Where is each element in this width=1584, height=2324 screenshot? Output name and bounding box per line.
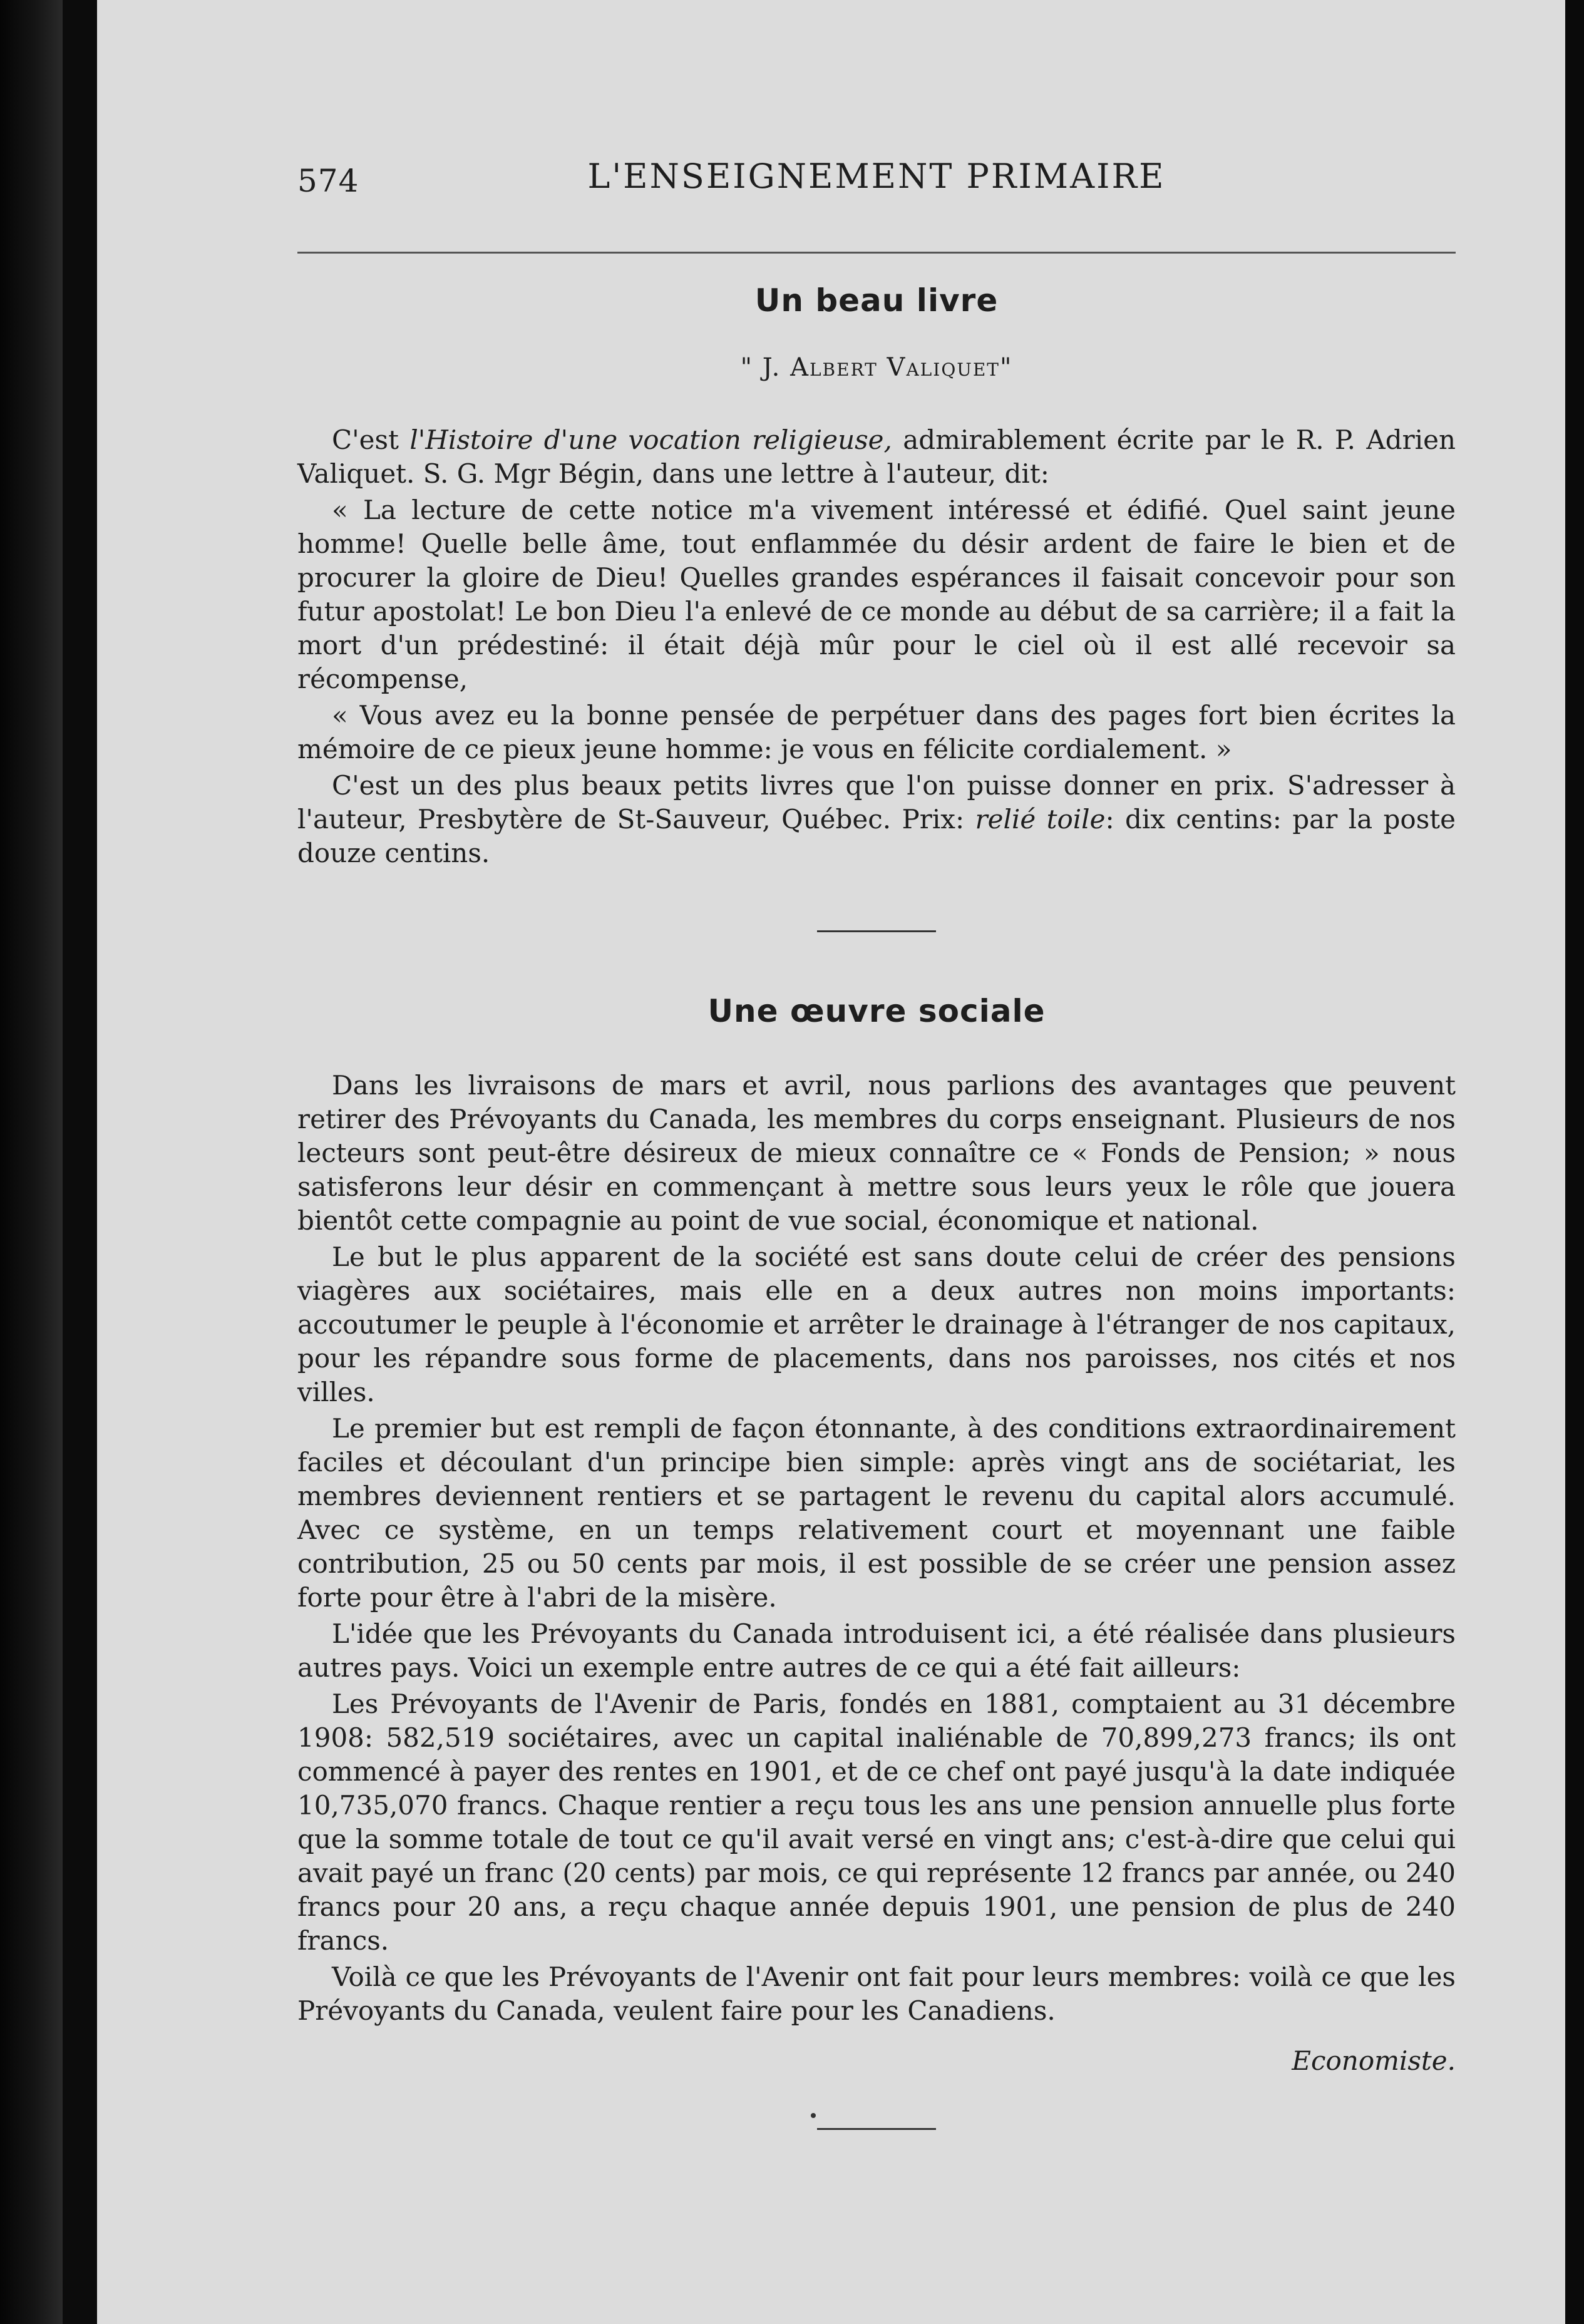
byline-open: " J. bbox=[740, 353, 791, 382]
page bbox=[97, 0, 1565, 2324]
paragraph: Dans les livraisons de mars et avril, nous parlions des avantages que peuvent retirer des Prévoyants du Canada, les membres du corps enseignant. Plusieurs de nos lecteurs sont peut-être désireux de mieux connaître ce « Fonds de Pension; » nous satisferons leur désir en commençant à mettre sous leurs yeux le rôle que jouera bientôt cette compagnie au point de vue social, économique et national. bbox=[297, 1070, 1456, 1236]
paragraph bbox=[297, 769, 1456, 870]
article-byline bbox=[297, 351, 1456, 384]
quote-paragraph: « Vous avez eu la bonne pensée de perpétuer dans des pages fort bien écrites la mémoire de ce pieux jeune homme: je vous en félicite cordialement. » bbox=[297, 700, 1456, 764]
text-run: : dix centins: par la poste douze centins. bbox=[297, 804, 1456, 868]
article-signature: Economiste. bbox=[1292, 2045, 1456, 2076]
text-run: C'est bbox=[332, 424, 410, 455]
article-une-oeuvre-sociale bbox=[297, 992, 1456, 2078]
text-run: admirablement écrite par le R. P. Adrien Valiquet. S. G. Mgr Bégin, dans une lettre à l'auteur, dit: bbox=[297, 424, 1456, 489]
book-title: l'Histoire d'une vocation religieuse, bbox=[409, 424, 892, 455]
ink-dot bbox=[811, 2113, 816, 2118]
section-separator bbox=[817, 930, 936, 932]
article-un-beau-livre bbox=[297, 282, 1456, 870]
page-header bbox=[297, 157, 1456, 207]
scan-left-edge bbox=[0, 0, 63, 2324]
byline-name: Albert Valiquet bbox=[790, 353, 1000, 382]
header-rule bbox=[297, 252, 1456, 254]
byline-close: " bbox=[999, 353, 1013, 382]
quote-paragraph: « La lecture de cette notice m'a vivement intéressé et édifié. Quel saint jeune homme! Quelle belle âme, tout enflammée du désir ardent de faire le bien et de procurer la gloire de Dieu! Quelles grandes espérances il faisait concevoir pour son futur apostolat! Le bon Dieu l'a enlevé de ce monde au début de sa carrière; il a fait la mort d'un prédestiné: il était déjà mûr pour le ciel où il est allé recevoir sa récompense, bbox=[297, 495, 1456, 694]
section-separator bbox=[817, 2128, 936, 2130]
paragraph: Le premier but est rempli de façon étonnante, à des conditions extraordinairement faciles et découlant d'un principe bien simple: après vingt ans de sociétariat, les membres deviennent rentiers et se partagent le revenu du capital alors accumulé. Avec ce système, en un temps relativement court et moyennant une faible contribution, 25 ou 50 cents par mois, il est possible de se créer une pension assez forte pour être à l'abri de la misère. bbox=[297, 1413, 1456, 1613]
text-run: C'est un des plus beaux petits livres que l'on puisse donner en prix. S'adresser à l'auteur, Presbytère de St-Sauveur, Québec. Prix: bbox=[297, 770, 1456, 835]
paragraph: Les Prévoyants de l'Avenir de Paris, fondés en 1881, comptaient au 31 décembre 1908: 582,519 sociétaires, avec un capital inaliénable de 70,899,273 francs; ils ont commencé à payer des rentes en 1901, et de ce chef ont payé jusqu'à la date indiquée 10,735,070 francs. Chaque rentier a reçu tous les ans une pension annuelle plus forte que la somme totale de tout ce qu'il avait versé en vingt ans; c'est-à-dire que celui qui avait payé un franc (20 cents) par mois, ce qui représente 12 francs par année, ou 240 francs pour 20 ans, a reçu chaque année depuis 1901, une pension de plus de 240 francs. bbox=[297, 1689, 1456, 1956]
page-content bbox=[297, 282, 1456, 2190]
article-title: Une œuvre sociale bbox=[707, 993, 1046, 1029]
paragraph: L'idée que les Prévoyants du Canada introduisent ici, a été réalisée dans plusieurs autres pays. Voici un exemple entre autres de ce qui a été fait ailleurs: bbox=[297, 1618, 1456, 1683]
scan-right-edge bbox=[1565, 0, 1584, 2324]
paragraph bbox=[297, 423, 1456, 491]
paragraph: Voilà ce que les Prévoyants de l'Avenir ont fait pour leurs membres: voilà ce que les Prévoyants du Canada, veulent faire pour les Canadiens. bbox=[297, 1962, 1456, 2026]
page-number: 574 bbox=[297, 163, 359, 199]
paragraph: Le but le plus apparent de la société est sans doute celui de créer des pensions viagères aux sociétaires, mais elle en a deux autres non moins importants: accoutumer le peuple à l'économie et arrêter le drainage à l'étranger de nos capitaux, pour les répandre sous forme de placements, dans nos paroisses, nos cités et nos villes. bbox=[297, 1242, 1456, 1407]
binding-type: relié toile bbox=[975, 804, 1106, 835]
running-title: L'ENSEIGNEMENT PRIMAIRE bbox=[587, 157, 1166, 196]
article-title: Un beau livre bbox=[754, 282, 999, 319]
